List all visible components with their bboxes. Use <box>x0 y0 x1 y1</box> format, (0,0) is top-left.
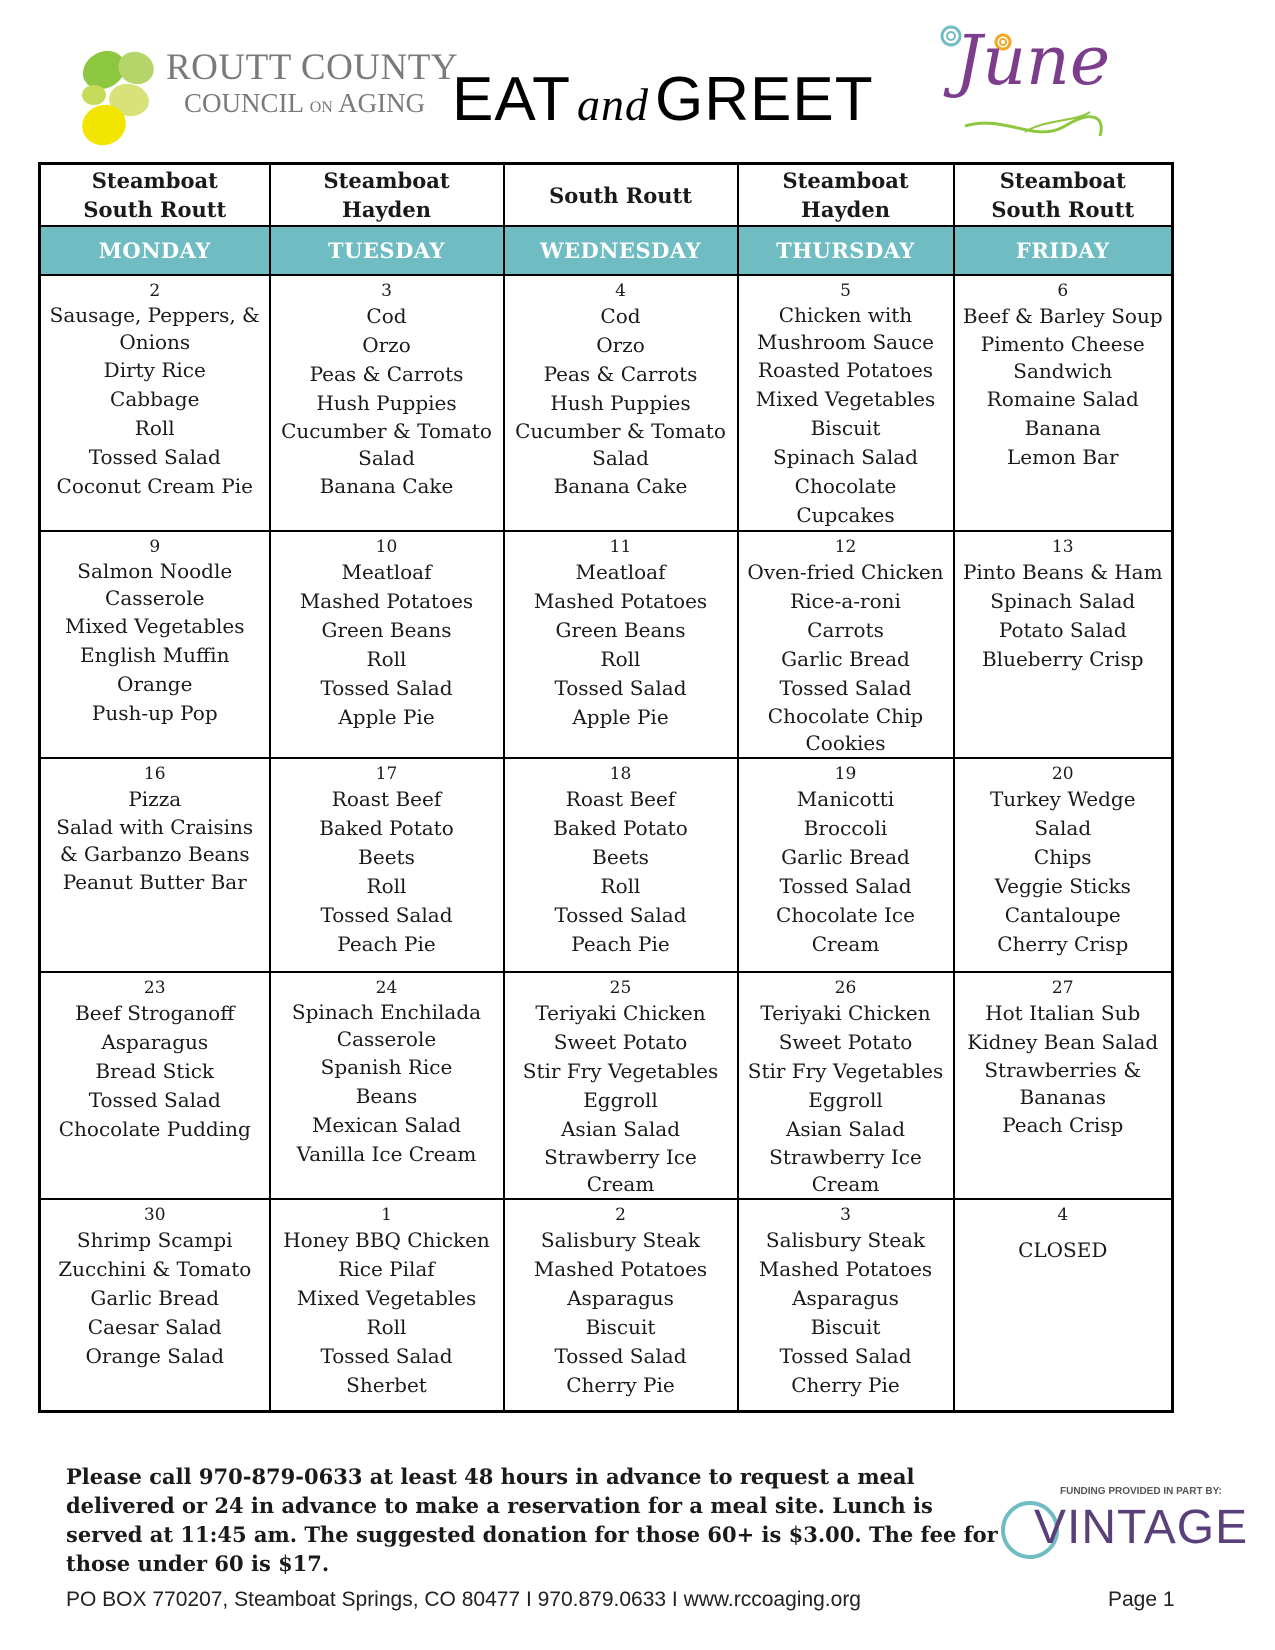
title-greet: GREET <box>654 65 874 134</box>
menu-items <box>739 785 953 959</box>
vintage-logo <box>990 1486 1249 1566</box>
menu-items <box>271 785 503 959</box>
menu-item: Coconut Cream Pie <box>56 474 253 498</box>
footer-address: PO BOX 770207, Steamboat Springs, CO 80477 I 970.879.0633 I www.rccoaging.org <box>66 1588 861 1611</box>
menu-item: Manicotti <box>796 787 895 811</box>
menu-item: Tossed Salad <box>779 874 912 898</box>
funding-text: FUNDING PROVIDED IN PART BY: <box>1060 1486 1222 1497</box>
menu-item: Tossed Salad <box>320 903 453 927</box>
date-number: 13 <box>1051 537 1074 557</box>
date-number: 1 <box>381 1205 392 1225</box>
menu-item: Stir Fry Vegetables <box>747 1059 944 1083</box>
day-header-wednesday: WEDNESDAY <box>504 226 738 275</box>
menu-item: Pizza <box>128 787 182 811</box>
day-cell <box>40 1199 270 1411</box>
menu-item: Rice Pilaf <box>338 1257 435 1281</box>
day-cell <box>40 531 270 758</box>
menu-item: Tossed Salad <box>320 676 453 700</box>
menu-item: Tossed Salad <box>779 676 912 700</box>
menu-item: Push-up Pop <box>91 701 218 725</box>
menu-item: Beets <box>358 845 415 869</box>
menu-item: Garlic Bread <box>781 647 910 671</box>
menu-item: Peas & Carrots <box>543 362 698 386</box>
menu-item: Dirty Rice <box>103 358 206 382</box>
menu-item: Biscuit <box>810 416 881 440</box>
day-cell <box>504 1199 738 1411</box>
menu-item: Veggie Sticks <box>994 874 1131 898</box>
date-number: 12 <box>834 537 857 557</box>
menu-item: Beans <box>355 1084 418 1108</box>
menu-item: Green Beans <box>321 618 452 642</box>
menu-item: Salmon Noodle Casserole <box>77 559 233 610</box>
menu-item: Tossed Salad <box>88 1088 221 1112</box>
menu-item: Mixed Vegetables <box>755 387 936 411</box>
menu-item: Beets <box>592 845 649 869</box>
org-line2-on: ON <box>309 99 333 116</box>
site-cell <box>270 164 504 227</box>
menu-item: Rice-a-roni <box>790 589 901 613</box>
date-number: 11 <box>609 537 632 557</box>
site-name: Steamboat <box>323 168 450 193</box>
menu-item: Salisbury Steak <box>765 1228 926 1252</box>
day-cell <box>738 972 954 1199</box>
day-cell <box>738 1199 954 1411</box>
menu-items <box>271 558 503 732</box>
menu-item: Biscuit <box>810 1315 881 1339</box>
menu-item: Tossed Salad <box>554 1344 687 1368</box>
day-cell <box>954 531 1173 758</box>
date-number: 10 <box>375 537 398 557</box>
menu-item: Roll <box>366 1315 407 1339</box>
menu-item: Teriyaki Chicken <box>760 1001 931 1025</box>
menu-item: Sherbet <box>346 1373 427 1397</box>
date-number: 17 <box>375 764 398 784</box>
rcc-aging-logo <box>74 40 459 160</box>
menu-item: Asian Salad <box>560 1117 680 1141</box>
day-cell <box>40 972 270 1199</box>
menu-items <box>271 999 503 1169</box>
title-eat: EAT <box>452 65 571 134</box>
day-cell <box>504 758 738 972</box>
org-name-line2 <box>184 88 425 119</box>
menu-item: Teriyaki Chicken <box>535 1001 706 1025</box>
menu-item: Oven-fried Chicken <box>747 560 944 584</box>
date-number: 18 <box>609 764 632 784</box>
menu-item: Mixed Vegetables <box>65 614 245 638</box>
menu-items <box>41 1226 269 1371</box>
menu-item: Tossed Salad <box>554 903 687 927</box>
day-cell <box>504 531 738 758</box>
site-name: Steamboat <box>999 168 1126 193</box>
menu-items <box>739 1226 953 1400</box>
month-label: June <box>955 22 1111 101</box>
menu-items <box>505 1226 737 1400</box>
menu-calendar <box>38 162 1174 1413</box>
menu-item: Asparagus <box>567 1286 674 1310</box>
menu-item: Hush Puppies <box>550 391 691 415</box>
menu-item: Roll <box>134 416 175 440</box>
menu-item: Spinach Salad <box>773 445 918 469</box>
week-row <box>40 275 1173 531</box>
day-cell <box>270 758 504 972</box>
menu-item: Sweet Potato <box>778 1030 913 1054</box>
leaf-logo-icon <box>74 40 166 152</box>
menu-items <box>955 785 1172 959</box>
week-row <box>40 1199 1173 1411</box>
menu-items <box>271 1226 503 1400</box>
org-line2-part1: COUNCIL <box>184 88 310 118</box>
menu-item: Cherry Pie <box>566 1373 675 1397</box>
day-cell <box>954 275 1173 531</box>
day-header-tuesday: TUESDAY <box>270 226 504 275</box>
title-and: and <box>576 79 649 130</box>
date-number: 20 <box>1051 764 1074 784</box>
menu-items <box>739 558 953 757</box>
day-cell <box>504 275 738 531</box>
day-header-monday: MONDAY <box>40 226 270 275</box>
menu-item: Apple Pie <box>338 705 435 729</box>
menu-item: Tossed Salad <box>320 1344 453 1368</box>
menu-item: Strawberry Ice Cream <box>544 1145 697 1196</box>
menu-item: Cod <box>600 304 641 328</box>
menu-item: Biscuit <box>585 1315 656 1339</box>
menu-item: Cucumber & Tomato Salad <box>515 419 726 470</box>
menu-items <box>955 302 1172 472</box>
menu-item: Blueberry Crisp <box>981 647 1144 671</box>
date-number: 2 <box>615 1205 626 1225</box>
date-number: 24 <box>375 978 398 998</box>
day-cell <box>270 275 504 531</box>
menu-item: Romaine Salad <box>986 387 1139 411</box>
menu-item: Cherry Crisp <box>997 932 1129 956</box>
menu-item: Meatloaf <box>575 560 666 584</box>
site-name: South Routt <box>83 197 227 222</box>
site-name: Hayden <box>342 197 431 222</box>
menu-item: Meatloaf <box>341 560 432 584</box>
menu-item: Apple Pie <box>572 705 669 729</box>
menu-item: Garlic Bread <box>90 1286 220 1310</box>
menu-item: Hot Italian Sub <box>985 1001 1141 1025</box>
menu-item: Sweet Potato <box>553 1030 688 1054</box>
menu-item: Vanilla Ice Cream <box>296 1142 477 1166</box>
menu-item: Mashed Potatoes <box>299 589 474 613</box>
date-number: 23 <box>143 978 166 998</box>
menu-item: Chocolate Cupcakes <box>794 474 897 527</box>
day-cell <box>270 531 504 758</box>
site-cell <box>504 164 738 227</box>
menu-items <box>505 999 737 1198</box>
menu-item: Cucumber & Tomato Salad <box>281 419 492 470</box>
menu-items <box>41 558 269 728</box>
date-number: 2 <box>149 281 161 301</box>
day-header-thursday: THURSDAY <box>738 226 954 275</box>
menu-item: Roll <box>600 874 641 898</box>
menu-item: Asian Salad <box>785 1117 905 1141</box>
menu-item: Banana <box>1024 416 1101 440</box>
menu-item: Peas & Carrots <box>309 362 464 386</box>
day-header-friday: FRIDAY <box>954 226 1173 275</box>
day-cell <box>504 972 738 1199</box>
menu-item: Beef & Barley Soup <box>962 304 1163 328</box>
menu-item: Salad with Craisins & Garbanzo Beans <box>56 815 254 866</box>
menu-items <box>271 302 503 501</box>
day-cell <box>270 972 504 1199</box>
menu-item: Eggroll <box>583 1088 658 1112</box>
week-row <box>40 972 1173 1199</box>
menu-item: Bread Stick <box>95 1059 215 1083</box>
menu-item: Peach Pie <box>571 932 670 956</box>
menu-items <box>505 785 737 959</box>
org-name-line1: ROUTT COUNTY <box>166 47 459 88</box>
date-number: 16 <box>143 764 166 784</box>
menu-item: Strawberry Ice Cream <box>769 1145 922 1196</box>
menu-item: Orange <box>117 672 193 696</box>
day-cell <box>40 758 270 972</box>
site-cell <box>40 164 270 227</box>
page-title <box>452 64 874 135</box>
menu-item: Cabbage <box>110 387 200 411</box>
menu-items <box>955 999 1172 1140</box>
menu-item: Chocolate Chip Cookies <box>767 704 924 755</box>
menu-items <box>41 785 269 897</box>
menu-item: Roll <box>366 647 407 671</box>
menu-item: Mashed Potatoes <box>758 1257 933 1281</box>
day-cell <box>738 275 954 531</box>
menu-item: Salisbury Steak <box>540 1228 701 1252</box>
date-number: 5 <box>840 281 851 301</box>
site-name: Hayden <box>801 197 890 222</box>
menu-item: Caesar Salad <box>87 1315 222 1339</box>
menu-items <box>739 999 953 1198</box>
menu-item: Chips <box>1033 845 1092 869</box>
date-number: 3 <box>840 1205 851 1225</box>
menu-item: Cod <box>366 304 407 328</box>
menu-item: Mashed Potatoes <box>533 589 708 613</box>
menu-item: Banana Cake <box>553 474 688 498</box>
menu-item: Hush Puppies <box>316 391 457 415</box>
menu-item: Baked Potato <box>553 816 688 840</box>
menu-item: Chicken with Mushroom Sauce <box>756 303 934 354</box>
menu-item: Banana Cake <box>319 474 454 498</box>
org-line2-part3: AGING <box>332 88 426 118</box>
site-name: Steamboat <box>782 168 909 193</box>
menu-item: Asparagus <box>792 1286 899 1310</box>
site-cell <box>738 164 954 227</box>
date-number: 3 <box>381 281 392 301</box>
menu-item: Chocolate Pudding <box>58 1117 251 1141</box>
menu-item: Roll <box>366 874 407 898</box>
date-number: 4 <box>1057 1205 1069 1225</box>
menu-item: Lemon Bar <box>1006 445 1119 469</box>
menu-item: Peach Crisp <box>1002 1113 1124 1137</box>
menu-item: Mexican Salad <box>311 1113 462 1137</box>
date-number: 27 <box>1051 978 1074 998</box>
menu-item: Kidney Bean Salad <box>967 1030 1159 1054</box>
date-number: 19 <box>834 764 857 784</box>
menu-item: Orange Salad <box>85 1344 224 1368</box>
date-number: 6 <box>1057 281 1069 301</box>
day-cell <box>954 972 1173 1199</box>
menu-items <box>41 999 269 1144</box>
date-number: 9 <box>149 537 161 557</box>
menu-item: Mixed Vegetables <box>296 1286 477 1310</box>
menu-item: Roast Beef <box>565 787 676 811</box>
menu-item: Stir Fry Vegetables <box>522 1059 719 1083</box>
menu-item: Honey BBQ Chicken <box>283 1228 490 1252</box>
menu-item: Strawberries & Bananas <box>984 1058 1142 1109</box>
week-row <box>40 531 1173 758</box>
menu-item: Cantaloupe <box>1004 903 1121 927</box>
menu-item: CLOSED <box>1018 1238 1108 1262</box>
menu-item: English Muffin <box>80 643 230 667</box>
menu-items <box>955 558 1172 674</box>
day-cell <box>954 758 1173 972</box>
page-number: Page 1 <box>1108 1588 1175 1611</box>
page-header <box>0 0 1275 160</box>
menu-item: Beef Stroganoff <box>75 1001 235 1025</box>
menu-item: Cherry Pie <box>791 1373 900 1397</box>
site-name: South Routt <box>991 197 1135 222</box>
menu-item: Chocolate Ice Cream <box>776 903 915 956</box>
site-row <box>40 164 1173 227</box>
menu-items <box>505 558 737 732</box>
site-name: South Routt <box>549 182 692 208</box>
menu-item: Sausage, Peppers, & Onions <box>49 303 260 354</box>
menu-item: Turkey Wedge Salad <box>989 787 1136 840</box>
day-cell <box>738 531 954 758</box>
menu-item: Roll <box>600 647 641 671</box>
menu-item: Zucchini & Tomato <box>58 1257 252 1281</box>
menu-item: Spinach Enchilada Casserole <box>291 1000 482 1051</box>
date-number: 30 <box>143 1205 166 1225</box>
menu-item: Carrots <box>807 618 884 642</box>
site-name: Steamboat <box>91 168 218 193</box>
menu-items <box>739 302 953 530</box>
vintage-wordmark: VINTAGE <box>1034 1501 1249 1554</box>
menu-item: Potato Salad <box>998 618 1127 642</box>
month-graphic <box>925 14 1125 144</box>
day-cell <box>738 758 954 972</box>
menu-item: Spanish Rice <box>320 1055 453 1079</box>
menu-item: Baked Potato <box>319 816 454 840</box>
menu-item: Orzo <box>362 333 411 357</box>
date-number: 26 <box>834 978 857 998</box>
menu-item: Tossed Salad <box>779 1344 912 1368</box>
date-number: 25 <box>609 978 632 998</box>
menu-items <box>41 302 269 501</box>
menu-item: Mashed Potatoes <box>533 1257 708 1281</box>
menu-item: Spinach Salad <box>990 589 1136 613</box>
menu-item: Tossed Salad <box>554 676 687 700</box>
reservation-note: Please call 970-879-0633 at least 48 hours in advance to request a meal delivered or 24 in advance to make a reservation for a meal site. Lunch is served at 11:45 am. The suggested donation for those 60+ is $3.00. The fee for those under 60 is $17. <box>66 1464 998 1576</box>
menu-item: Broccoli <box>803 816 888 840</box>
day-cell <box>40 275 270 531</box>
menu-items <box>955 1226 1172 1265</box>
menu-items <box>505 302 737 501</box>
day-header-row <box>40 226 1173 275</box>
menu-item: Eggroll <box>808 1088 883 1112</box>
site-cell <box>954 164 1173 227</box>
menu-item: Tossed Salad <box>88 445 221 469</box>
menu-item: Garlic Bread <box>781 845 910 869</box>
menu-item: Pinto Beans & Ham <box>962 560 1163 584</box>
week-row <box>40 758 1173 972</box>
menu-item: Peanut Butter Bar <box>62 870 247 894</box>
menu-item: Green Beans <box>555 618 686 642</box>
menu-item: Roast Beef <box>331 787 442 811</box>
menu-item: Roasted Potatoes <box>757 358 934 382</box>
day-cell <box>954 1199 1173 1411</box>
menu-item: Peach Pie <box>337 932 436 956</box>
menu-item: Orzo <box>596 333 645 357</box>
day-cell <box>270 1199 504 1411</box>
date-number: 4 <box>615 281 626 301</box>
menu-item: Asparagus <box>101 1030 209 1054</box>
menu-item: Shrimp Scampi <box>76 1228 233 1252</box>
menu-item: Pimento Cheese Sandwich <box>980 332 1145 383</box>
